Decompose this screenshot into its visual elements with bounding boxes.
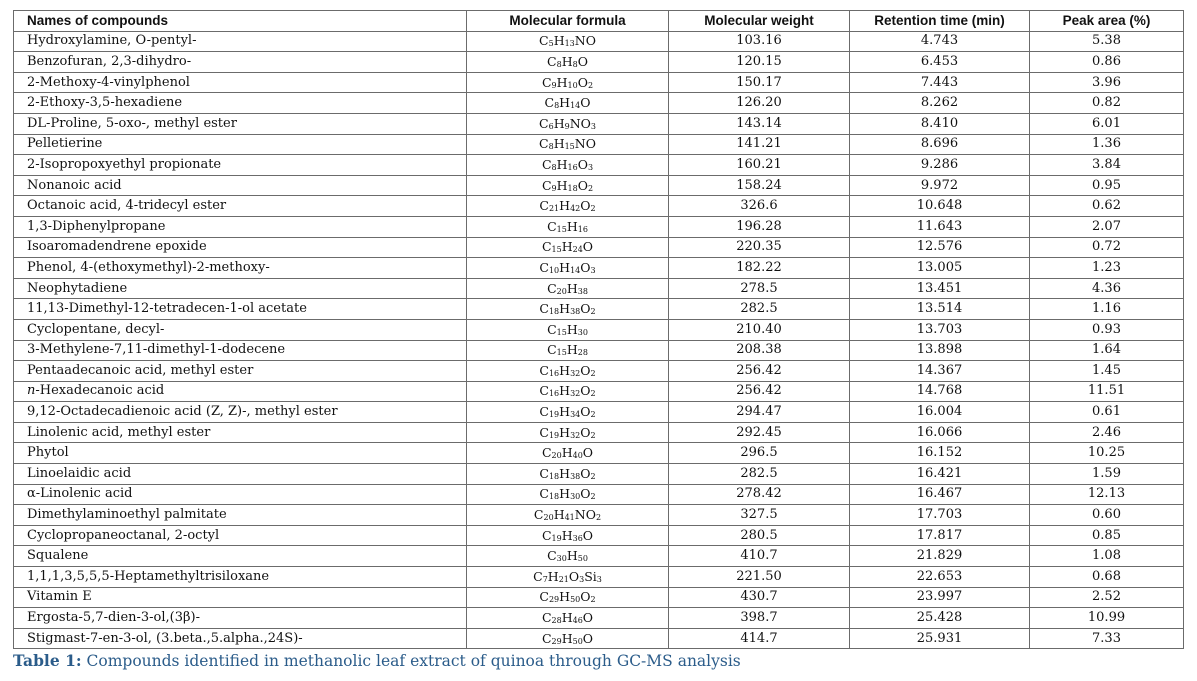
compound-name-cell: Squalene xyxy=(14,546,467,567)
peak-area-cell: 1.36 xyxy=(1030,134,1184,155)
header-retention-time: Retention time (min) xyxy=(850,11,1030,32)
molecular-formula-cell: $C_5H_{13}NO$ xyxy=(467,31,669,52)
molecular-formula-cell: $C_9H_{10}O_2$ xyxy=(467,72,669,93)
molecular-weight-cell: 103.16 xyxy=(669,31,850,52)
table-row xyxy=(14,72,1184,93)
molecular-formula-cell: $C_{18}H_{38}O_2$ xyxy=(467,299,669,320)
compound-name-cell: DL-Proline, 5-oxo-, methyl ester xyxy=(14,113,467,134)
molecular-weight-cell: 296.5 xyxy=(669,443,850,464)
peak-area-cell: 2.52 xyxy=(1030,587,1184,608)
molecular-weight-cell: 410.7 xyxy=(669,546,850,567)
compound-name-cell: Linolenic acid, methyl ester xyxy=(14,422,467,443)
peak-area-cell: 5.38 xyxy=(1030,31,1184,52)
table-row xyxy=(14,175,1184,196)
table-row xyxy=(14,134,1184,155)
peak-area-cell: 1.08 xyxy=(1030,546,1184,567)
table-header xyxy=(14,11,1184,32)
compound-name-cell: Octanoic acid, 4-tridecyl ester xyxy=(14,196,467,217)
molecular-weight-cell: 256.42 xyxy=(669,361,850,382)
molecular-weight-cell: 282.5 xyxy=(669,299,850,320)
header-row xyxy=(14,11,1184,32)
molecular-formula-cell: $C_9H_{18}O_2$ xyxy=(467,175,669,196)
molecular-weight-cell: 282.5 xyxy=(669,464,850,485)
table-row xyxy=(14,31,1184,52)
peak-area-cell: 3.84 xyxy=(1030,155,1184,176)
compound-name-cell: Neophytadiene xyxy=(14,278,467,299)
molecular-weight-cell: 221.50 xyxy=(669,567,850,588)
caption-label: Table 1: xyxy=(13,651,82,671)
retention-time-cell: 17.817 xyxy=(850,525,1030,546)
peak-area-cell: 0.62 xyxy=(1030,196,1184,217)
peak-area-cell: 0.86 xyxy=(1030,52,1184,73)
retention-time-cell: 13.898 xyxy=(850,340,1030,361)
molecular-formula-cell: $C_{30}H_{50}$ xyxy=(467,546,669,567)
table-row xyxy=(14,278,1184,299)
molecular-formula-cell: $C_{18}H_{38}O_2$ xyxy=(467,464,669,485)
retention-time-cell: 7.443 xyxy=(850,72,1030,93)
compound-name-cell: 11,13-Dimethyl-12-tetradecen-1-ol acetate xyxy=(14,299,467,320)
table-row xyxy=(14,546,1184,567)
peak-area-cell: 1.59 xyxy=(1030,464,1184,485)
molecular-formula-cell: $C_{15}H_{30}$ xyxy=(467,319,669,340)
molecular-weight-cell: 120.15 xyxy=(669,52,850,73)
molecular-weight-cell: 220.35 xyxy=(669,237,850,258)
retention-time-cell: 16.066 xyxy=(850,422,1030,443)
molecular-weight-cell: 278.42 xyxy=(669,484,850,505)
retention-time-cell: 9.972 xyxy=(850,175,1030,196)
molecular-weight-cell: 327.5 xyxy=(669,505,850,526)
retention-time-cell: 8.410 xyxy=(850,113,1030,134)
peak-area-cell: 1.64 xyxy=(1030,340,1184,361)
molecular-weight-cell: 280.5 xyxy=(669,525,850,546)
peak-area-cell: 7.33 xyxy=(1030,628,1184,649)
retention-time-cell: 10.648 xyxy=(850,196,1030,217)
retention-time-cell: 25.931 xyxy=(850,628,1030,649)
molecular-weight-cell: 143.14 xyxy=(669,113,850,134)
molecular-formula-cell: $C_{16}H_{32}O_2$ xyxy=(467,361,669,382)
peak-area-cell: 3.96 xyxy=(1030,72,1184,93)
table-row xyxy=(14,319,1184,340)
molecular-weight-cell: 414.7 xyxy=(669,628,850,649)
compound-name-cell: Phenol, 4-(ethoxymethyl)-2-methoxy- xyxy=(14,258,467,279)
compound-name-cell: Stigmast-7-en-3-ol, (3.beta.,5.alpha.,24S)- xyxy=(14,628,467,649)
retention-time-cell: 8.696 xyxy=(850,134,1030,155)
table-row xyxy=(14,381,1184,402)
molecular-formula-cell: $C_{18}H_{30}O_2$ xyxy=(467,484,669,505)
molecular-formula-cell: $C_{19}H_{32}O_2$ xyxy=(467,422,669,443)
retention-time-cell: 21.829 xyxy=(850,546,1030,567)
peak-area-cell: 2.07 xyxy=(1030,216,1184,237)
header-molecular-weight: Molecular weight xyxy=(669,11,850,32)
molecular-weight-cell: 141.21 xyxy=(669,134,850,155)
retention-time-cell: 13.451 xyxy=(850,278,1030,299)
table-row xyxy=(14,258,1184,279)
retention-time-cell: 8.262 xyxy=(850,93,1030,114)
molecular-formula-cell: $C_8H_{15}NO$ xyxy=(467,134,669,155)
compound-name-cell: Phytol xyxy=(14,443,467,464)
compound-name-cell: 2-Ethoxy-3,5-hexadiene xyxy=(14,93,467,114)
molecular-formula-cell: $C_{10}H_{14}O_3$ xyxy=(467,258,669,279)
table-row xyxy=(14,93,1184,114)
peak-area-cell: 0.85 xyxy=(1030,525,1184,546)
table-row xyxy=(14,608,1184,629)
molecular-weight-cell: 292.45 xyxy=(669,422,850,443)
compound-name-cell: 2-Methoxy-4-vinylphenol xyxy=(14,72,467,93)
retention-time-cell: 16.152 xyxy=(850,443,1030,464)
molecular-weight-cell: 182.22 xyxy=(669,258,850,279)
retention-time-cell: 4.743 xyxy=(850,31,1030,52)
molecular-formula-cell: $C_6H_9NO_3$ xyxy=(467,113,669,134)
peak-area-cell: 1.16 xyxy=(1030,299,1184,320)
retention-time-cell: 12.576 xyxy=(850,237,1030,258)
molecular-weight-cell: 150.17 xyxy=(669,72,850,93)
compound-name-cell: Isoaromadendrene epoxide xyxy=(14,237,467,258)
peak-area-cell: 11.51 xyxy=(1030,381,1184,402)
molecular-formula-cell: $C_{15}H_{16}$ xyxy=(467,216,669,237)
retention-time-cell: 14.768 xyxy=(850,381,1030,402)
table-row xyxy=(14,628,1184,649)
molecular-formula-cell: $C_8H_{16}O_3$ xyxy=(467,155,669,176)
retention-time-cell: 11.643 xyxy=(850,216,1030,237)
molecular-formula-cell: $C_{28}H_{46}O$ xyxy=(467,608,669,629)
compound-name-cell: 2-Isopropoxyethyl propionate xyxy=(14,155,467,176)
table-row xyxy=(14,422,1184,443)
peak-area-cell: 4.36 xyxy=(1030,278,1184,299)
peak-area-cell: 0.95 xyxy=(1030,175,1184,196)
molecular-formula-cell: $C_{21}H_{42}O_2$ xyxy=(467,196,669,217)
table-row xyxy=(14,155,1184,176)
table-row xyxy=(14,402,1184,423)
molecular-formula-cell: $C_{19}H_{36}O$ xyxy=(467,525,669,546)
peak-area-cell: 12.13 xyxy=(1030,484,1184,505)
peak-area-cell: 0.72 xyxy=(1030,237,1184,258)
peak-area-cell: 1.45 xyxy=(1030,361,1184,382)
molecular-formula-cell: $C_{16}H_{32}O_2$ xyxy=(467,381,669,402)
molecular-weight-cell: 196.28 xyxy=(669,216,850,237)
peak-area-cell: 2.46 xyxy=(1030,422,1184,443)
molecular-formula-cell: $C_{20}H_{40}O$ xyxy=(467,443,669,464)
molecular-formula-cell: $C_{19}H_{34}O_2$ xyxy=(467,402,669,423)
compound-name-cell: 3-Methylene-7,11-dimethyl-1-dodecene xyxy=(14,340,467,361)
molecular-weight-cell: 326.6 xyxy=(669,196,850,217)
table-row xyxy=(14,505,1184,526)
retention-time-cell: 17.703 xyxy=(850,505,1030,526)
retention-time-cell: 13.005 xyxy=(850,258,1030,279)
molecular-weight-cell: 256.42 xyxy=(669,381,850,402)
compound-name-cell: Cyclopentane, decyl- xyxy=(14,319,467,340)
table-row xyxy=(14,443,1184,464)
molecular-weight-cell: 430.7 xyxy=(669,587,850,608)
caption-text: Compounds identified in methanolic leaf extract of quinoa through GC-MS analysis xyxy=(81,652,741,671)
compound-name-cell: Nonanoic acid xyxy=(14,175,467,196)
table-body xyxy=(14,31,1184,649)
compound-name-cell: α-Linolenic acid xyxy=(14,484,467,505)
table-row xyxy=(14,299,1184,320)
table-row xyxy=(14,196,1184,217)
molecular-formula-cell: $C_{20}H_{41}NO_2$ xyxy=(467,505,669,526)
molecular-weight-cell: 294.47 xyxy=(669,402,850,423)
peak-area-cell: 10.25 xyxy=(1030,443,1184,464)
retention-time-cell: 25.428 xyxy=(850,608,1030,629)
compound-name-cell: Ergosta-5,7-dien-3-ol,(3β)- xyxy=(14,608,467,629)
compound-name-cell: Pentaadecanoic acid, methyl ester xyxy=(14,361,467,382)
peak-area-cell: 1.23 xyxy=(1030,258,1184,279)
document xyxy=(13,10,1183,670)
retention-time-cell: 16.421 xyxy=(850,464,1030,485)
retention-time-cell: 13.703 xyxy=(850,319,1030,340)
compound-name-cell: 1,1,1,3,5,5,5-Heptamethyltrisiloxane xyxy=(14,567,467,588)
table-row xyxy=(14,340,1184,361)
header-peak-area: Peak area (%) xyxy=(1030,11,1184,32)
molecular-formula-cell: $C_{29}H_{50}O$ xyxy=(467,628,669,649)
table-row xyxy=(14,237,1184,258)
compound-name-cell: n-Hexadecanoic acid xyxy=(14,381,467,402)
peak-area-cell: 0.68 xyxy=(1030,567,1184,588)
retention-time-cell: 23.997 xyxy=(850,587,1030,608)
retention-time-cell: 16.004 xyxy=(850,402,1030,423)
peak-area-cell: 0.61 xyxy=(1030,402,1184,423)
compound-name-cell: Hydroxylamine, O-pentyl- xyxy=(14,31,467,52)
table-row xyxy=(14,587,1184,608)
header-names-of-compounds: Names of compounds xyxy=(14,11,467,32)
retention-time-cell: 6.453 xyxy=(850,52,1030,73)
peak-area-cell: 0.93 xyxy=(1030,319,1184,340)
retention-time-cell: 16.467 xyxy=(850,484,1030,505)
table-row xyxy=(14,567,1184,588)
molecular-formula-cell: $C_{20}H_{38}$ xyxy=(467,278,669,299)
compound-name-cell: Linoelaidic acid xyxy=(14,464,467,485)
compound-name-cell: Pelletierine xyxy=(14,134,467,155)
molecular-formula-cell: $C_7H_{21}O_3Si_3$ xyxy=(467,567,669,588)
compounds-table xyxy=(13,10,1184,649)
compound-name-cell: Dimethylaminoethyl palmitate xyxy=(14,505,467,526)
molecular-formula-cell: $C_{29}H_{50}O_2$ xyxy=(467,587,669,608)
retention-time-cell: 14.367 xyxy=(850,361,1030,382)
molecular-formula-cell: $C_{15}H_{24}O$ xyxy=(467,237,669,258)
table-row xyxy=(14,484,1184,505)
compound-name-cell: Benzofuran, 2,3-dihydro- xyxy=(14,52,467,73)
table-row xyxy=(14,52,1184,73)
table-row xyxy=(14,361,1184,382)
retention-time-cell: 22.653 xyxy=(850,567,1030,588)
molecular-weight-cell: 398.7 xyxy=(669,608,850,629)
molecular-weight-cell: 208.38 xyxy=(669,340,850,361)
table-row xyxy=(14,113,1184,134)
table-row xyxy=(14,525,1184,546)
table-row xyxy=(14,216,1184,237)
molecular-formula-cell: $C_8H_8O$ xyxy=(467,52,669,73)
compound-name-cell: Cyclopropaneoctanal, 2-octyl xyxy=(14,525,467,546)
molecular-weight-cell: 126.20 xyxy=(669,93,850,114)
peak-area-cell: 6.01 xyxy=(1030,113,1184,134)
molecular-formula-cell: $C_8H_{14}O$ xyxy=(467,93,669,114)
peak-area-cell: 0.60 xyxy=(1030,505,1184,526)
peak-area-cell: 0.82 xyxy=(1030,93,1184,114)
molecular-weight-cell: 278.5 xyxy=(669,278,850,299)
compound-name-cell: 9,12-Octadecadienoic acid (Z, Z)-, methyl ester xyxy=(14,402,467,423)
table-caption xyxy=(13,651,1183,670)
retention-time-cell: 9.286 xyxy=(850,155,1030,176)
header-molecular-formula: Molecular formula xyxy=(467,11,669,32)
retention-time-cell: 13.514 xyxy=(850,299,1030,320)
molecular-weight-cell: 158.24 xyxy=(669,175,850,196)
peak-area-cell: 10.99 xyxy=(1030,608,1184,629)
compound-name-cell: 1,3-Diphenylpropane xyxy=(14,216,467,237)
table-row xyxy=(14,464,1184,485)
molecular-weight-cell: 210.40 xyxy=(669,319,850,340)
molecular-weight-cell: 160.21 xyxy=(669,155,850,176)
molecular-formula-cell: $C_{15}H_{28}$ xyxy=(467,340,669,361)
compound-name-cell: Vitamin E xyxy=(14,587,467,608)
